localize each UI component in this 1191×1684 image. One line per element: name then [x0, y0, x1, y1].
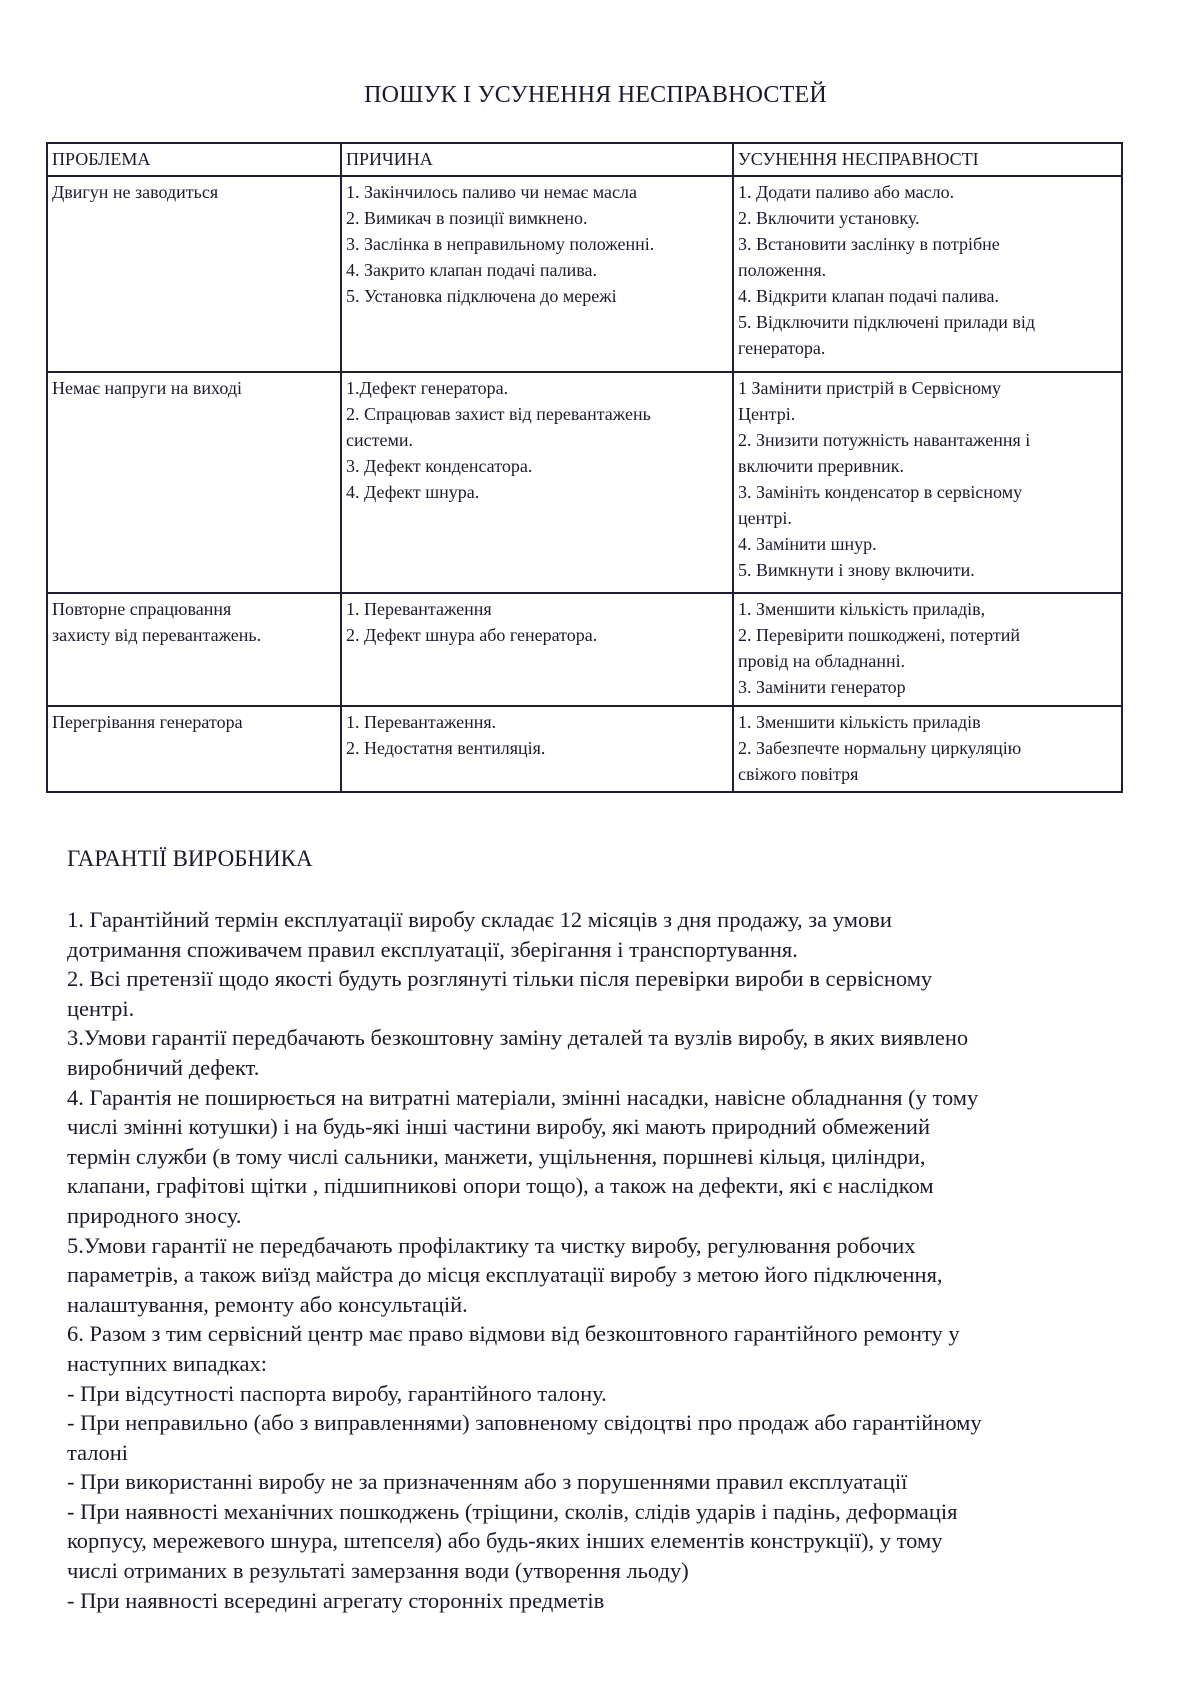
fix-cell: [733, 593, 1122, 706]
fix-line: 2. Включити установку.: [738, 208, 920, 228]
warranty-line: термін служби (в тому числі сальники, манжети, ущільнення, поршневі кільця, циліндри,: [67, 1143, 926, 1169]
fix-line: 4. Відкрити клапан подачі палива.: [738, 286, 1000, 306]
table-header-row: [47, 143, 1122, 176]
cause-line: 3. Заслінка в неправильному положенні.: [346, 234, 655, 254]
header-fix: УСУНЕННЯ НЕСПРАВНОСТІ: [733, 143, 1122, 176]
cause-cell: [341, 372, 733, 593]
warranty-line: клапани, графітові щітки , підшипникові опори тощо), а також на дефекти, які є наслідком: [67, 1173, 934, 1199]
troubleshooting-table: [46, 142, 1123, 793]
problem-cell: [47, 593, 341, 706]
warranty-line: дотримання споживачем правил експлуатації, зберігання і транспортування.: [67, 936, 798, 962]
warranty-line: налаштування, ремонту або консультацій.: [67, 1291, 468, 1317]
fix-cell: [733, 706, 1122, 792]
fix-cell: [733, 176, 1122, 372]
warranty-line: 3.Умови гарантії передбачають безкоштовну заміну деталей та вузлів виробу, в яких виявлено: [67, 1025, 969, 1051]
cause-line: 1. Перевантаження: [346, 599, 492, 619]
fix-line: 1. Зменшити кількість приладів: [738, 712, 981, 732]
problem-text: Повторне спрацювання: [52, 599, 232, 619]
table-row: [47, 706, 1122, 792]
warranty-line: 2. Всі претензії щодо якості будуть розглянуті тільки після перевірки вироби в сервісному: [67, 966, 933, 992]
table-row: [47, 593, 1122, 706]
warranty-text: [67, 905, 1137, 1615]
cause-line: 2. Вимикач в позиції вимкнено.: [346, 208, 588, 228]
cause-line: 2. Спрацював захист від перевантажень: [346, 404, 651, 424]
page-title: ПОШУК І УСУНЕННЯ НЕСПРАВНОСТЕЙ: [364, 82, 827, 108]
cause-line: системи.: [346, 430, 413, 450]
cause-line: 2. Недостатня вентиляція.: [346, 738, 546, 758]
fix-line: 4. Замінити шнур.: [738, 534, 877, 554]
warranty-title: ГАРАНТІЇ ВИРОБНИКА: [67, 846, 313, 871]
table-row: [47, 372, 1122, 593]
fix-line: 5. Вимкнути і знову включити.: [738, 560, 975, 580]
warranty-line: 4. Гарантія не поширюється на витратні матеріали, змінні насадки, навісне обладнання (у тому: [67, 1084, 979, 1110]
warranty-line: - При відсутності паспорта виробу, гарантійного талону.: [67, 1380, 607, 1406]
fix-line: включити преривник.: [738, 456, 904, 476]
fix-line: 3. Замінити генератор: [738, 677, 906, 697]
cause-line: 5. Установка підключена до мережі: [346, 286, 617, 306]
fix-line: 5. Відключити підключені прилади від: [738, 312, 1035, 332]
cause-line: 3. Дефект конденсатора.: [346, 456, 533, 476]
warranty-line: - При наявності всередині агрегату сторонніх предметів: [67, 1587, 605, 1613]
problem-text: Немає напруги на виході: [52, 378, 242, 398]
problem-text: захисту від перевантажень.: [52, 625, 262, 645]
warranty-line: корпусу, мережевого шнура, штепселя) або будь-яких інших елементів конструкції), у тому: [67, 1528, 943, 1554]
warranty-line: наступних випадках:: [67, 1350, 268, 1376]
cause-cell: [341, 706, 733, 792]
problem-cell: [47, 706, 341, 792]
problem-cell: [47, 176, 341, 372]
fix-line: провід на обладнанні.: [738, 651, 906, 671]
fix-cell: [733, 372, 1122, 593]
cause-line: 1.Дефект генератора.: [346, 378, 509, 398]
fix-line: 3. Встановити заслінку в потрібне: [738, 234, 1000, 254]
warranty-line: 5.Умови гарантії не передбачають профілактику та чистку виробу, регулювання робочих: [67, 1232, 916, 1258]
cause-line: 2. Дефект шнура або генератора.: [346, 625, 598, 645]
warranty-line: 6. Разом з тим сервісний центр має право відмови від безкоштовного гарантійного ремонту у: [67, 1321, 960, 1347]
warranty-line: 1. Гарантійний термін експлуатації виробу складає 12 місяців з дня продажу, за умови: [67, 907, 892, 932]
warranty-line: центрі.: [67, 995, 135, 1021]
fix-line: 3. Замініть конденсатор в сервісному: [738, 482, 1023, 502]
header-problem: ПРОБЛЕМА: [47, 143, 341, 176]
warranty-line: числі отриманих в результаті замерзання води (утворення льоду): [67, 1558, 689, 1584]
header-cause: ПРИЧИНА: [341, 143, 733, 176]
warranty-line: виробничий дефект.: [67, 1054, 260, 1080]
warranty-line: числі змінні котушки) і на будь-які інші частини виробу, які мають природний обмежений: [67, 1114, 930, 1140]
cause-line: 1. Закінчилось паливо чи немає масла: [346, 182, 637, 202]
warranty-line: природного зносу.: [67, 1202, 242, 1228]
table-row: [47, 176, 1122, 372]
fix-line: Центрі.: [738, 404, 796, 424]
warranty-line: - При використанні виробу не за призначенням або з порушеннями правил експлуатації: [67, 1469, 908, 1495]
fix-line: 2. Знизити потужність навантаження і: [738, 430, 1031, 450]
cause-line: 1. Перевантаження.: [346, 712, 497, 732]
fix-line: 1. Зменшити кількість приладів,: [738, 599, 986, 619]
fix-line: 2. Забезпечте нормальну циркуляцію: [738, 738, 1022, 758]
fix-line: центрі.: [738, 508, 792, 528]
fix-line: 2. Перевірити пошкоджені, потертий: [738, 625, 1021, 645]
problem-cell: [47, 372, 341, 593]
cause-line: 4. Закрито клапан подачі палива.: [346, 260, 597, 280]
fix-line: 1 Замінити пристрій в Сервісному: [738, 378, 1002, 398]
fix-line: 1. Додати паливо або масло.: [738, 182, 955, 202]
warranty-line: - При наявності механічних пошкоджень (тріщини, сколів, слідів ударів і падінь, деформація: [67, 1498, 958, 1524]
cause-line: 4. Дефект шнура.: [346, 482, 480, 502]
warranty-line: - При неправильно (або з виправленнями) заповненому свідоцтві про продаж або гарантійному: [67, 1410, 982, 1436]
problem-text: Двигун не заводиться: [52, 182, 219, 202]
problem-text: Перегрівання генератора: [52, 712, 243, 732]
fix-line: положення.: [738, 260, 827, 280]
fix-line: генератора.: [738, 338, 826, 358]
cause-cell: [341, 176, 733, 372]
warranty-line: талоні: [67, 1439, 129, 1465]
warranty-line: параметрів, а також виїзд майстра до місця експлуатації виробу з метою його підключення,: [67, 1262, 943, 1288]
cause-cell: [341, 593, 733, 706]
fix-line: свіжого повітря: [738, 764, 859, 784]
